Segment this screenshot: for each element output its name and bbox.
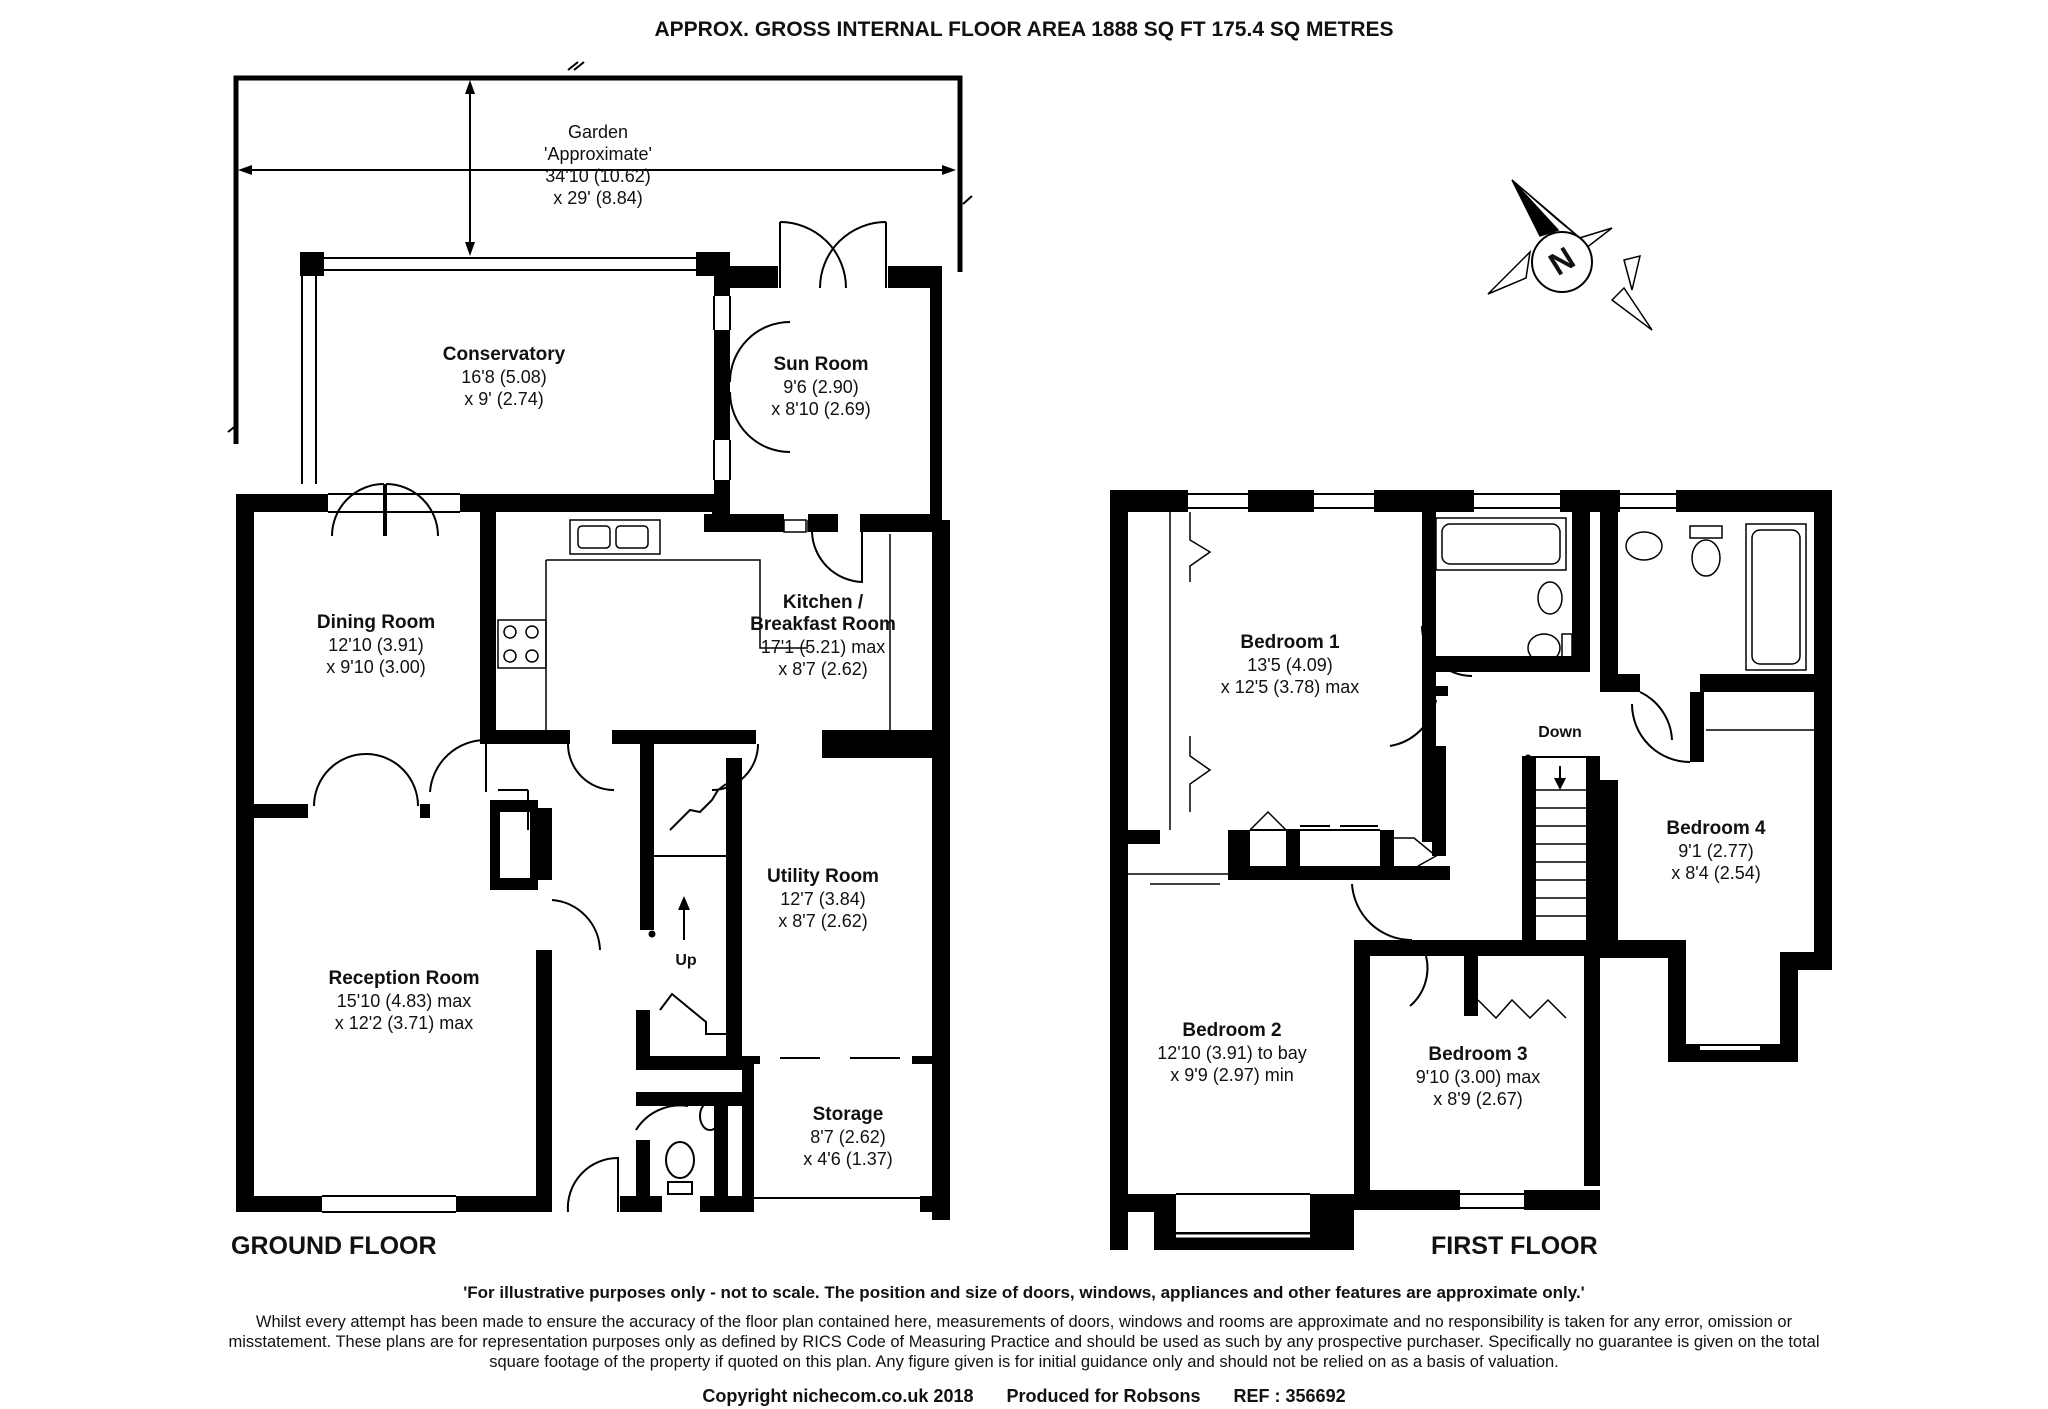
room-label-dining-room: Dining Room 12'10 (3.91) x 9'10 (3.00) bbox=[316, 612, 436, 677]
room-label-bedroom-2: Bedroom 2 12'10 (3.91) to bay x 9'9 (2.97) min bbox=[1157, 1020, 1307, 1085]
room-label-garden: Garden 'Approximate' 34'10 (10.62) x 29' (8.84) bbox=[544, 122, 652, 208]
copyright-text: Copyright nichecom.co.uk 2018 bbox=[702, 1386, 974, 1406]
room-label-conservatory: Conservatory 16'8 (5.08) x 9' (2.74) bbox=[442, 344, 566, 409]
room-label-storage: Storage 8'7 (2.62) x 4'6 (1.37) bbox=[803, 1104, 893, 1169]
room-label-bedroom-4: Bedroom 4 9'1 (2.77) x 8'4 (2.54) bbox=[1666, 818, 1766, 883]
first-floor-label: FIRST FLOOR bbox=[1431, 1232, 1598, 1260]
plan-title: APPROX. GROSS INTERNAL FLOOR AREA 1888 SQ FT 175.4 SQ METRES bbox=[654, 18, 1394, 41]
room-label-utility-room: Utility Room 12'7 (3.84) x 8'7 (2.62) bbox=[767, 866, 879, 931]
stairs-up-label: Up bbox=[675, 952, 697, 969]
stair-treads bbox=[1536, 790, 1586, 916]
room-label-reception-room: Reception Room 15'10 (4.83) max x 12'2 (3.71) max bbox=[328, 968, 480, 1033]
room-label-kitchen: Kitchen / Breakfast Room 17'1 (5.21) max x 8'7 (2.62) bbox=[750, 592, 896, 679]
room-label-bedroom-1: Bedroom 1 13'5 (4.09) x 12'5 (3.78) max bbox=[1220, 632, 1360, 697]
compass-north-letter: N bbox=[1542, 239, 1582, 283]
footer bbox=[0, 1386, 2048, 1407]
ground-floor-label: GROUND FLOOR bbox=[231, 1232, 437, 1260]
stairs-down-label: Down bbox=[1538, 724, 1582, 741]
reference-text: REF : 356692 bbox=[1233, 1386, 1346, 1406]
produced-for-text: Produced for Robsons bbox=[1006, 1386, 1201, 1406]
room-label-sun-room: Sun Room 9'6 (2.90) x 8'10 (2.69) bbox=[771, 354, 871, 419]
illustrative-note: 'For illustrative purposes only - not to scale. The position and size of doors, windows, appliances and other features are approximate only.' bbox=[463, 1283, 1585, 1302]
disclaimer-text: Whilst every attempt has been made to ensure the accuracy of the floor plan contained here, measurements of doors, windows and rooms are approximate and no responsibility is taken for any error, omission or misstatement. These plans are for representation purposes only as defined by RICS Code of Measuring Practice and should be used as such by any prospective purchaser. Specifically no guarantee is given on the total square footage of the property if quoted on this plan. Any figure given is for initial guidance only and should not be relied on as a basis of valuation. bbox=[228, 1313, 1820, 1371]
room-label-bedroom-3: Bedroom 3 9'10 (3.00) max x 8'9 (2.67) bbox=[1415, 1044, 1541, 1109]
